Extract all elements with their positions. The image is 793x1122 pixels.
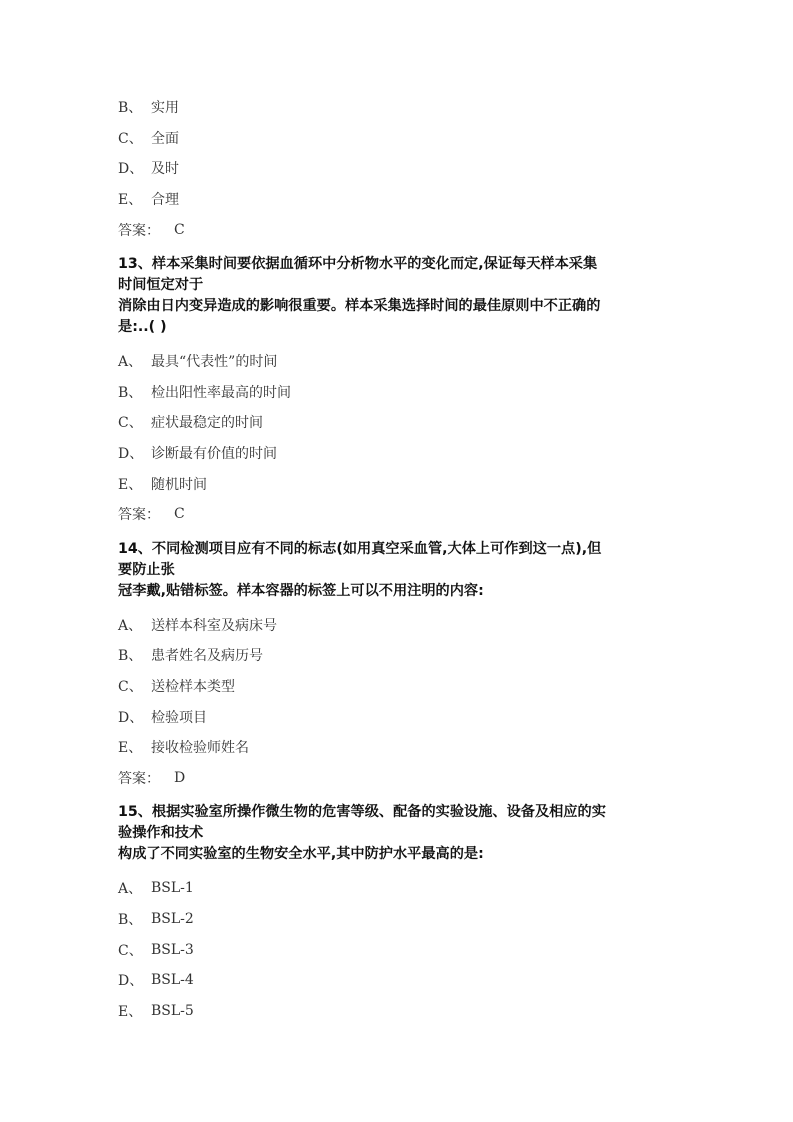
answer-label: 答案： (118, 770, 160, 787)
option-a (118, 873, 678, 904)
option-letter: D、 (118, 973, 144, 990)
option-letter: A、 (118, 617, 143, 634)
option-e (118, 995, 678, 1026)
option-letter: C、 (118, 415, 143, 432)
option-d (118, 701, 678, 732)
option-text: 最具“代表性”的时间 (151, 354, 278, 371)
option-text: 及时 (151, 161, 179, 178)
option-d (118, 153, 678, 184)
question-line: 时间恒定对于 (118, 276, 204, 293)
option-letter: E、 (118, 740, 143, 757)
option-letter: E、 (118, 1003, 143, 1020)
option-letter: B、 (118, 384, 143, 401)
option-b (118, 640, 678, 671)
option-text: 检出阳性率最高的时间 (151, 384, 291, 401)
option-text: 症状最稳定的时间 (151, 415, 263, 432)
question-line: 要防止张 (118, 561, 175, 578)
option-text: 送检样本类型 (151, 679, 235, 696)
option-c (118, 934, 678, 965)
option-letter: E、 (118, 192, 143, 209)
option-letter: A、 (118, 354, 143, 371)
option-e (118, 468, 678, 499)
option-e (118, 184, 678, 215)
document-page (118, 92, 678, 1026)
option-c (118, 407, 678, 438)
option-letter: C、 (118, 942, 143, 959)
question-text (118, 802, 678, 865)
option-letter: C、 (118, 679, 143, 696)
answer-line (118, 214, 678, 245)
option-text: 合理 (151, 192, 179, 209)
answer-label: 答案： (118, 507, 160, 524)
option-d (118, 965, 678, 996)
option-text: 实用 (151, 100, 179, 117)
option-text: BSL-4 (151, 972, 194, 989)
option-text: 接收检验师姓名 (151, 740, 249, 757)
question-14 (118, 539, 678, 794)
option-a (118, 346, 678, 377)
option-letter: A、 (118, 881, 143, 898)
option-d (118, 438, 678, 469)
question-line: 是:..( ) (118, 318, 167, 335)
option-b (118, 904, 678, 935)
option-letter: C、 (118, 130, 143, 147)
option-text: BSL-2 (151, 910, 194, 927)
option-letter: B、 (118, 648, 143, 665)
option-text: 检验项目 (151, 709, 207, 726)
option-text: 诊断最有价值的时间 (151, 446, 277, 463)
question-line: 冠李戴,贴错标签。样本容器的标签上可以不用注明的内容: (118, 582, 484, 599)
answer-line (118, 763, 678, 794)
prev-question-options (118, 92, 678, 245)
question-text (118, 254, 678, 338)
option-letter: E、 (118, 476, 143, 493)
option-text: 送样本科室及病床号 (151, 617, 277, 634)
option-text: BSL-5 (151, 1002, 194, 1019)
option-letter: D、 (118, 446, 144, 463)
option-e (118, 732, 678, 763)
option-letter: D、 (118, 709, 144, 726)
question-text (118, 539, 678, 602)
answer-label: 答案： (118, 222, 160, 239)
question-line: 验操作和技术 (118, 825, 204, 842)
option-text: BSL-1 (151, 880, 194, 897)
question-line: 消除由日内变异造成的影响很重要。样本采集选择时间的最佳原则中不正确的 (118, 297, 601, 314)
question-13 (118, 254, 678, 530)
question-line: 构成了不同实验室的生物安全水平,其中防护水平最高的是: (118, 846, 484, 863)
option-b (118, 92, 678, 123)
answer-value: D (174, 769, 186, 786)
option-b (118, 377, 678, 408)
question-line: 14、不同检测项目应有不同的标志(如用真空采血管,大体上可作到这一点),但 (118, 540, 602, 557)
option-text: 随机时间 (151, 476, 207, 493)
option-c (118, 671, 678, 702)
question-15 (118, 802, 678, 1026)
option-a (118, 610, 678, 641)
answer-line (118, 499, 678, 530)
option-text: 全面 (151, 130, 179, 147)
question-line: 13、样本采集时间要依据血循环中分析物水平的变化而定,保证每天样本采集 (118, 255, 598, 272)
option-letter: D、 (118, 161, 144, 178)
question-line: 15、根据实验室所操作微生物的危害等级、配备的实验设施、设备及相应的实 (118, 804, 606, 821)
option-letter: B、 (118, 100, 143, 117)
option-c (118, 123, 678, 154)
option-text: 患者姓名及病历号 (151, 648, 263, 665)
option-letter: B、 (118, 911, 143, 928)
answer-value: C (174, 221, 185, 238)
option-text: BSL-3 (151, 941, 194, 958)
answer-value: C (174, 506, 185, 523)
